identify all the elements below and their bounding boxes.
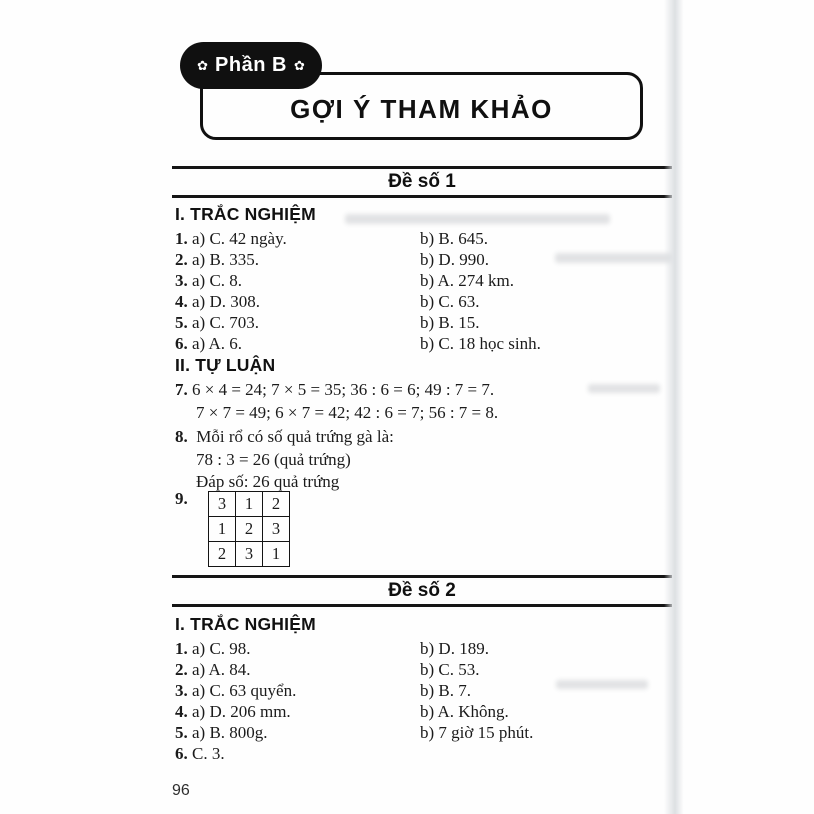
question-number: 3. bbox=[175, 681, 188, 700]
question-number: 9. bbox=[175, 489, 188, 508]
question-number: 4. bbox=[175, 702, 188, 721]
answers-list-de1 bbox=[175, 228, 667, 354]
answer-a-text: a) C. 63 quyển. bbox=[192, 681, 297, 700]
answer-b: b) B. 15. bbox=[420, 313, 480, 332]
heading-trac-nghiem-2: I. TRẮC NGHIỆM bbox=[175, 614, 316, 634]
essay-item-8-line-2: 78 : 3 = 26 (quả trứng) bbox=[196, 450, 351, 469]
answer-row bbox=[175, 743, 667, 764]
answer-row bbox=[175, 270, 667, 291]
heading-tu-luan-1: II. TỰ LUẬN bbox=[175, 355, 276, 375]
answer-b: b) C. 63. bbox=[420, 292, 480, 311]
grid-cell: 2 bbox=[236, 517, 263, 542]
answer-row bbox=[175, 638, 667, 659]
answer-row bbox=[175, 722, 667, 743]
answer-row bbox=[175, 249, 667, 270]
answer-b bbox=[420, 743, 667, 764]
answer-a bbox=[175, 701, 420, 722]
bleed-through-smudge bbox=[345, 214, 610, 224]
section-header-de-so-1: Đề số 1 bbox=[172, 166, 672, 198]
answer-a bbox=[175, 680, 420, 701]
answer-grid-3x3 bbox=[208, 491, 290, 567]
essay-item-8-line-3: Đáp số: 26 quả trứng bbox=[196, 472, 340, 491]
question-number: 2. bbox=[175, 660, 188, 679]
answer-a-text: a) C. 42 ngày. bbox=[192, 229, 287, 248]
equation-text: 6 × 4 = 24; 7 × 5 = 35; 36 : 6 = 6; 49 : 7 = 7. bbox=[192, 380, 495, 399]
essay-item-7-line-1 bbox=[175, 379, 655, 400]
flower-icon: ✿ bbox=[293, 58, 305, 73]
part-badge bbox=[180, 42, 322, 89]
question-number: 5. bbox=[175, 313, 188, 332]
grid-row bbox=[209, 492, 290, 517]
answer-b: b) 7 giờ 15 phút. bbox=[420, 723, 534, 742]
answer-a bbox=[175, 312, 420, 333]
answer-a-text: a) D. 206 mm. bbox=[192, 702, 291, 721]
grid-cell: 1 bbox=[209, 517, 236, 542]
answer-b: b) C. 53. bbox=[420, 660, 480, 679]
essay-item-8-line-1 bbox=[175, 426, 655, 447]
answer-a bbox=[175, 228, 420, 249]
grid-cell: 2 bbox=[263, 492, 290, 517]
answer-a-text: a) D. 308. bbox=[192, 292, 260, 311]
answer-a bbox=[175, 270, 420, 291]
question-number: 5. bbox=[175, 723, 188, 742]
answer-a-text: a) C. 98. bbox=[192, 639, 251, 658]
answer-a-text: a) C. 8. bbox=[192, 271, 243, 290]
section-header-de-so-2: Đề số 2 bbox=[172, 575, 672, 607]
answer-row bbox=[175, 291, 667, 312]
answer-b: b) C. 18 học sinh. bbox=[420, 334, 541, 353]
answer-row bbox=[175, 701, 667, 722]
grid-cell: 2 bbox=[209, 542, 236, 567]
answer-b: b) A. 274 km. bbox=[420, 271, 514, 290]
answer-a-text: a) B. 800g. bbox=[192, 723, 268, 742]
answer-a-text: C. 3. bbox=[192, 744, 225, 763]
page-number: 96 bbox=[172, 782, 190, 799]
answer-b: b) D. 189. bbox=[420, 639, 489, 658]
question-number: 6. bbox=[175, 744, 188, 763]
question-number: 8. bbox=[175, 427, 188, 446]
flower-icon: ✿ bbox=[197, 58, 209, 73]
heading-trac-nghiem-1: I. TRẮC NGHIỆM bbox=[175, 204, 316, 224]
answer-a bbox=[175, 743, 420, 764]
answer-a-text: a) A. 6. bbox=[192, 334, 243, 353]
part-badge-label: Phần B bbox=[215, 54, 287, 76]
question-number: 2. bbox=[175, 250, 188, 269]
page-title: GỢI Ý THAM KHẢO bbox=[290, 93, 553, 124]
grid-row bbox=[209, 517, 290, 542]
answer-a-text: a) A. 84. bbox=[192, 660, 251, 679]
answer-b: b) D. 990. bbox=[420, 250, 489, 269]
solution-text: Mỗi rổ có số quả trứng gà là: bbox=[196, 427, 394, 446]
question-number: 7. bbox=[175, 380, 188, 399]
scanned-page-edge bbox=[664, 0, 684, 814]
grid-cell: 3 bbox=[236, 542, 263, 567]
answer-a bbox=[175, 659, 420, 680]
question-number: 6. bbox=[175, 334, 188, 353]
answer-row bbox=[175, 659, 667, 680]
answer-b: b) A. Không. bbox=[420, 702, 509, 721]
answer-a bbox=[175, 722, 420, 743]
question-number: 1. bbox=[175, 639, 188, 658]
grid-cell: 1 bbox=[236, 492, 263, 517]
answer-a-text: a) C. 703. bbox=[192, 313, 260, 332]
grid-cell: 3 bbox=[263, 517, 290, 542]
answer-row bbox=[175, 680, 667, 701]
question-number: 1. bbox=[175, 229, 188, 248]
answer-a bbox=[175, 333, 420, 354]
grid-cell: 3 bbox=[209, 492, 236, 517]
answer-row bbox=[175, 333, 667, 354]
question-number: 3. bbox=[175, 271, 188, 290]
answer-b: b) B. 645. bbox=[420, 229, 488, 248]
answer-a-text: a) B. 335. bbox=[192, 250, 260, 269]
answer-a bbox=[175, 249, 420, 270]
answer-row bbox=[175, 228, 667, 249]
grid-cell: 1 bbox=[263, 542, 290, 567]
essay-item-7-line-2: 7 × 7 = 49; 6 × 7 = 42; 42 : 6 = 7; 56 : 7 = 8. bbox=[196, 403, 499, 422]
grid-row bbox=[209, 542, 290, 567]
answer-b: b) B. 7. bbox=[420, 681, 471, 700]
question-number: 4. bbox=[175, 292, 188, 311]
answer-a bbox=[175, 638, 420, 659]
answers-list-de2 bbox=[175, 638, 667, 764]
answer-a bbox=[175, 291, 420, 312]
answer-row bbox=[175, 312, 667, 333]
